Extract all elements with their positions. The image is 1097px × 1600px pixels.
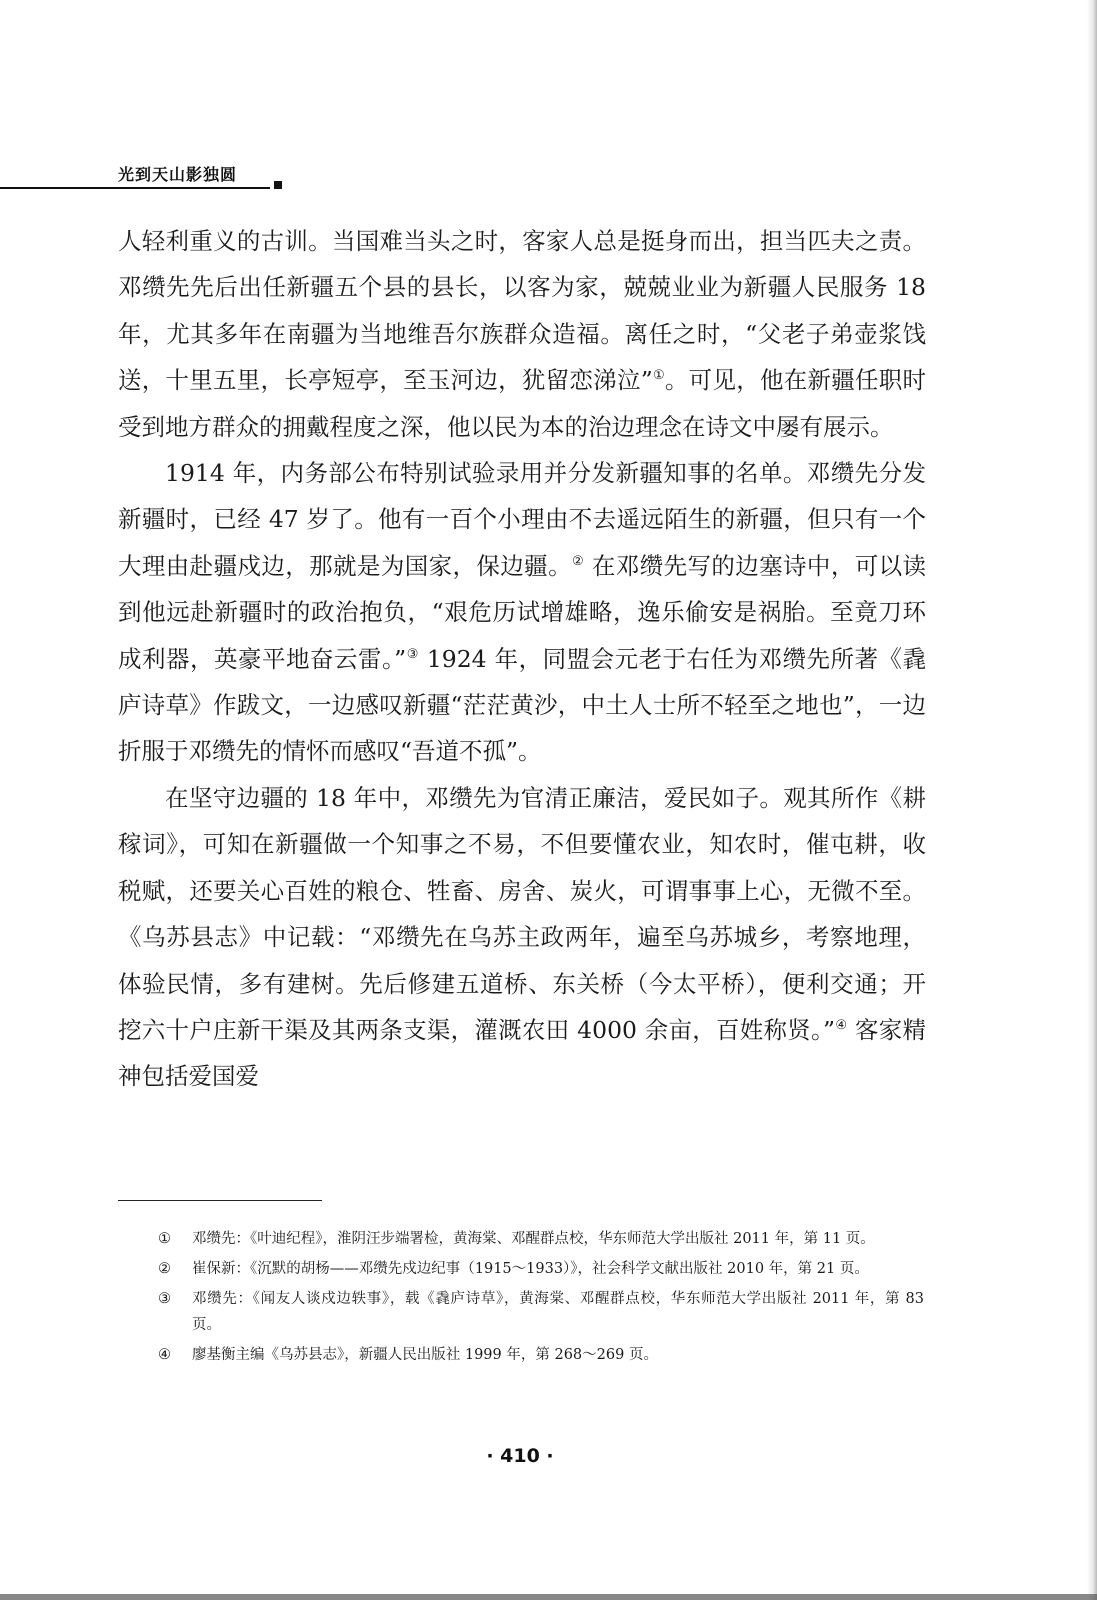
footnote-marker: ② [158,1261,171,1277]
footnote-item [158,1342,924,1368]
paragraph [118,775,926,1100]
paragraph-text: 1924 年，同盟会元老于右任为邓缵先所著《毳庐诗草》作跋文，一边感叹新疆“茫茫黄沙，中土人士所不轻至之地也”，一边折服于邓缵先的情怀而感叹“吾道不孤”。 [118,644,927,766]
footnotes [158,1226,924,1372]
footnote-item [158,1256,924,1282]
paragraph [118,450,926,775]
footnote-text: 廖基衡主编《乌苏县志》，新疆人民出版社 1999 年，第 268～269 页。 [192,1347,658,1363]
page-number: · 410 · [486,1445,554,1467]
footnote-reference: ④ [835,1018,848,1034]
footnote-reference: ① [652,368,665,384]
footnote-marker: ④ [158,1347,171,1363]
footnote-text: 邓缵先：《叶迪纪程》，淮阴汪步端署检，黄海棠、邓醒群点校，华东师范大学出版社 2011 年，第 11 页。 [192,1231,875,1247]
footnote-separator [118,1200,322,1201]
scan-edge [1087,0,1097,1600]
paragraph-text: 。可见，他在新疆任职时受到地方群众的拥戴程度之深，他以民为本的治边理念在诗文中屡有展示。 [118,366,927,441]
running-header [0,150,290,190]
paragraph [118,218,926,450]
footnote-item [158,1226,924,1252]
paragraph-text: 在邓缵先写的边塞诗中，可以读到他远赴新疆时的政治抱负，“艰危历试增雄略，逸乐偷安是祸胎。至竟刀环成利器，英豪平地奋云雷。” [118,551,927,673]
header-rule [0,187,270,189]
footnote-text: 崔保新：《沉默的胡杨——邓缵先戍边纪事（1915～1933）》，社会科学文献出版社 2010 年，第 21 页。 [192,1261,869,1277]
footnote-reference: ② [571,554,585,570]
header-square-mark [274,181,282,189]
scan-bottom-edge [0,1594,1097,1600]
footnote-marker: ③ [158,1291,171,1307]
body-text [118,218,926,1100]
footnote-item [158,1286,924,1338]
paragraph-text: 在坚守边疆的 18 年中，邓缵先为官清正廉洁，爱民如子。观其所作《耕稼词》，可知在新疆做一个知事之不易，不但要懂农业，知农时，催屯耕，收税赋，还要关心百姓的粮仓、牲畜、房舍、炭火，可谓事事上心，无微不至。《乌苏县志》中记载：“邓缵先在乌苏主政两年，遍至乌苏城乡，考察地理，体验民情，多有建树。先后修建五道桥、东关桥（今太平桥），便利交通；开挖六十户庄新干渠及其两条支渠，灌溉农田 4000 余亩，百姓称贤。” [118,783,926,1044]
footnote-reference: ③ [406,646,419,662]
paragraph-text: 1914 年，内务部公布特别试验录用并分发新疆知事的名单。邓缵先分发新疆时，已经 47 岁了。他有一百个小理由不去遥远陌生的新疆，但只有一个大理由赴疆戍边，那就是为国家，保边疆。 [118,459,926,580]
footnote-marker: ① [158,1231,171,1247]
paragraph-text: 人轻利重义的古训。当国难当头之时，客家人总是挺身而出，担当匹夫之责。邓缵先先后出任新疆五个县的县长，以客为家，兢兢业业为新疆人民服务 18 年，尤其多年在南疆为当地维吾尔族群众造福。离任之时，“父老子弟壶浆饯送，十里五里，长亭短亭，至玉河边，犹留恋涕泣” [118,227,926,395]
running-header-title: 光到天山影独圆 [118,165,238,184]
paragraph-text: 客家精神包括爱国爱 [118,1015,927,1091]
footnote-text: 邓缵先：《闻友人谈戍边轶事》，载《毳庐诗草》，黄海棠、邓醒群点校，华东师范大学出版社 2011 年，第 83 页。 [192,1291,924,1333]
